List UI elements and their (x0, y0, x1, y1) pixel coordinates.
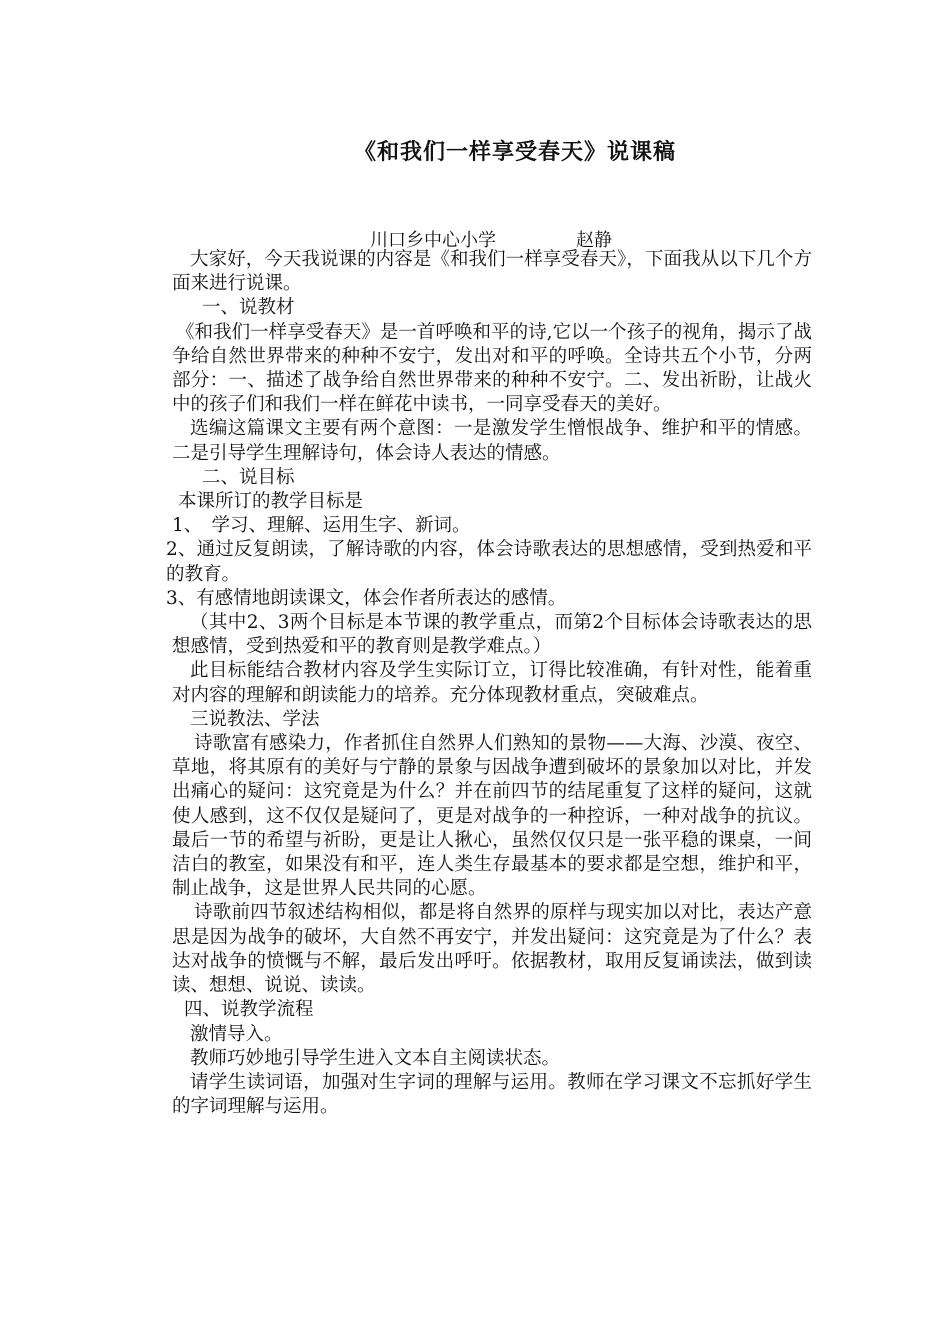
textbook-paragraph: 《和我们一样享受春天》是一首呼唤和平的诗,它以一个孩子的视角，揭示了战争给自然世界带来的种种不安宁，发出对和平的呼唤。全诗共五个小节，分两部分：一、描述了战争给自然世界带来的种种不安宁。二、发出祈盼，让战火中的孩子们和我们一样在鲜花中读书，一同享受春天的美好。 (172, 321, 812, 416)
intent-paragraph: 选编这篇课文主要有两个意图：一是激发学生憎恨战争、维护和平的情感。二是引导学生理解诗句，体会诗人表达的情感。 (172, 418, 812, 464)
section-heading-process: 四、说教学流程 (184, 999, 314, 1021)
document-title: 《和我们一样享受春天》说课稿 (353, 140, 676, 165)
document-body (166, 248, 812, 1119)
intro-paragraph: 大家好，今天我说课的内容是《和我们一样享受春天》，下面我从以下几个方面来进行说课。 (172, 249, 812, 295)
school-name: 川口乡中心小学 (370, 230, 496, 251)
process-step-2: 教师巧妙地引导学生进入文本自主阅读状态。 (190, 1047, 561, 1069)
process-step-1: 激情导入。 (190, 1023, 283, 1045)
section-heading-goals: 二、说目标 (202, 466, 295, 488)
methods-paragraph-2: 诗歌前四节叙述结构相似，都是将自然界的原样与现实加以对比，表达产意思是因为战争的破坏，大自然不再安宁，并发出疑问：这究竟是为了什么？表达对战争的愤慨与不解，最后发出呼吁。依据教材，取用反复诵读法，做到读读、想想、说说、读读。 (172, 902, 812, 997)
goal-item-2: 2、通过反复朗读，了解诗歌的内容，体会诗歌表达的思想感情，受到热爱和平的教育。 (166, 539, 812, 585)
author-name: 赵静 (576, 230, 612, 251)
goal-item-3: 3、有感情地朗读课文，体会作者所表达的感情。 (166, 587, 567, 609)
section-heading-methods: 三说教法、学法 (190, 708, 320, 730)
section-heading-textbook: 一、说教材 (202, 297, 295, 319)
goals-evaluation: 此目标能结合教材内容及学生实际订立，订得比较准确，有针对性，能着重对内容的理解和朗读能力的培养。充分体现教材重点，突破难点。 (172, 660, 812, 706)
goal-item-1: 1、 学习、理解、运用生字、新词。 (172, 515, 471, 537)
goals-intro: 本课所订的教学目标是 (178, 491, 364, 513)
methods-paragraph-1: 诗歌富有感染力，作者抓住自然界人们熟知的景物——大海、沙漠、夜空、草地，将其原有的美好与宁静的景象与因战争遭到破坏的景象加以对比，并发出痛心的疑问：这究竟是为什么？并在前四节的结尾重复了这样的疑问，这就使人感到，这不仅仅是疑问了，更是对战争的一种控诉，一种对战争的抗议。最后一节的希望与祈盼，更是让人揪心，虽然仅仅只是一张平稳的课桌，一间洁白的教室，如果没有和平，连人类生存最基本的要求都是空想，维护和平，制止战争，这是世界人民共同的心愿。 (172, 733, 812, 900)
process-step-3: 请学生读词语，加强对生字词的理解与运用。教师在学习课文不忘抓好学生的字词理解与运用。 (172, 1071, 812, 1118)
goals-note: （其中2、3两个目标是本节课的教学重点，而第2个目标体会诗歌表达的思想感情，受到热爱和平的教育则是教学难点。） (172, 612, 812, 658)
